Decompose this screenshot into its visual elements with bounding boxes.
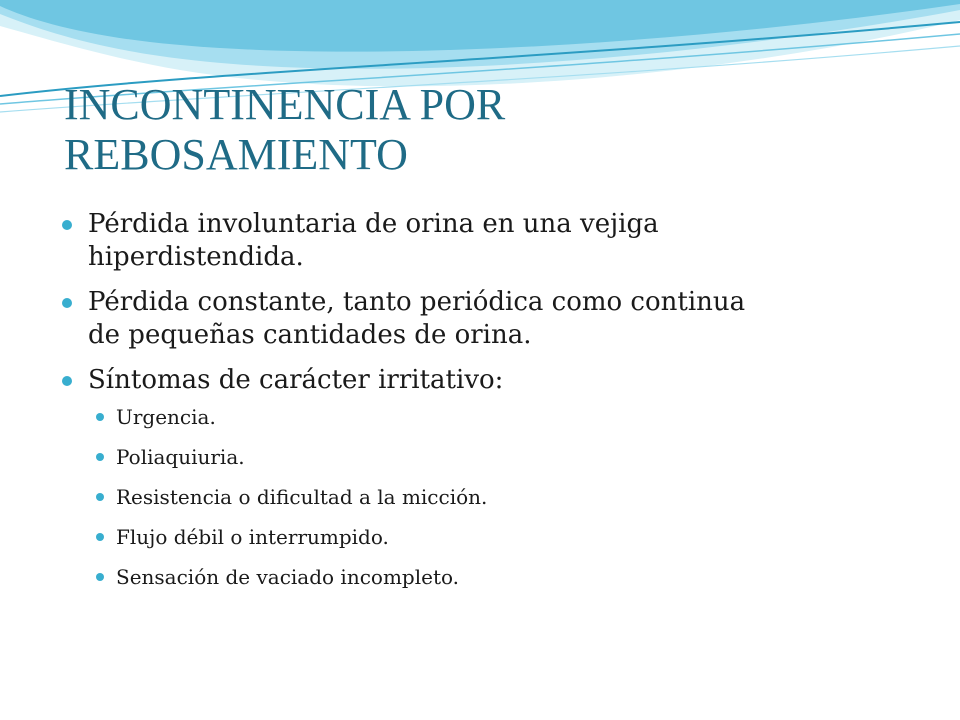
bullet-list — [60, 208, 920, 589]
bullet-line: Síntomas de carácter irritativo: — [88, 365, 504, 395]
bullet-dot-icon — [62, 376, 72, 386]
bullet-line: hiperdistendida. — [88, 242, 304, 272]
sub-bullet-item — [96, 445, 920, 469]
sub-bullet-list — [96, 405, 920, 589]
sub-bullet-item — [96, 405, 920, 429]
bullet-dot-icon — [62, 220, 72, 230]
title-line-1: INCONTINENCIA POR — [64, 80, 506, 129]
bullet-item — [60, 208, 920, 274]
sub-bullet-text: Sensación de vaciado incompleto. — [116, 565, 460, 589]
sub-bullet-text: Urgencia. — [116, 405, 216, 429]
sub-bullet-dot-icon — [96, 533, 104, 541]
bullet-dot-icon — [62, 298, 72, 308]
sub-bullet-text: Flujo débil o interrumpido. — [116, 525, 389, 549]
slide-body — [60, 208, 920, 605]
sub-bullet-text: Resistencia o dificultad a la micción. — [116, 485, 488, 509]
sub-bullet-item — [96, 565, 920, 589]
bullet-line: Pérdida involuntaria de orina en una vejiga — [88, 209, 659, 239]
bullet-item — [60, 286, 920, 352]
title-line-2: REBOSAMIENTO — [64, 130, 408, 179]
sub-bullet-dot-icon — [96, 413, 104, 421]
slide-title — [64, 80, 924, 180]
sub-bullet-item — [96, 485, 920, 509]
bullet-line: de pequeñas cantidades de orina. — [88, 320, 532, 350]
sub-bullet-dot-icon — [96, 453, 104, 461]
sub-bullet-dot-icon — [96, 493, 104, 501]
sub-bullet-dot-icon — [96, 573, 104, 581]
sub-bullet-item — [96, 525, 920, 549]
sub-bullet-text: Poliaquiuria. — [116, 445, 245, 469]
bullet-item — [60, 364, 920, 589]
bullet-line: Pérdida constante, tanto periódica como continua — [88, 287, 746, 317]
